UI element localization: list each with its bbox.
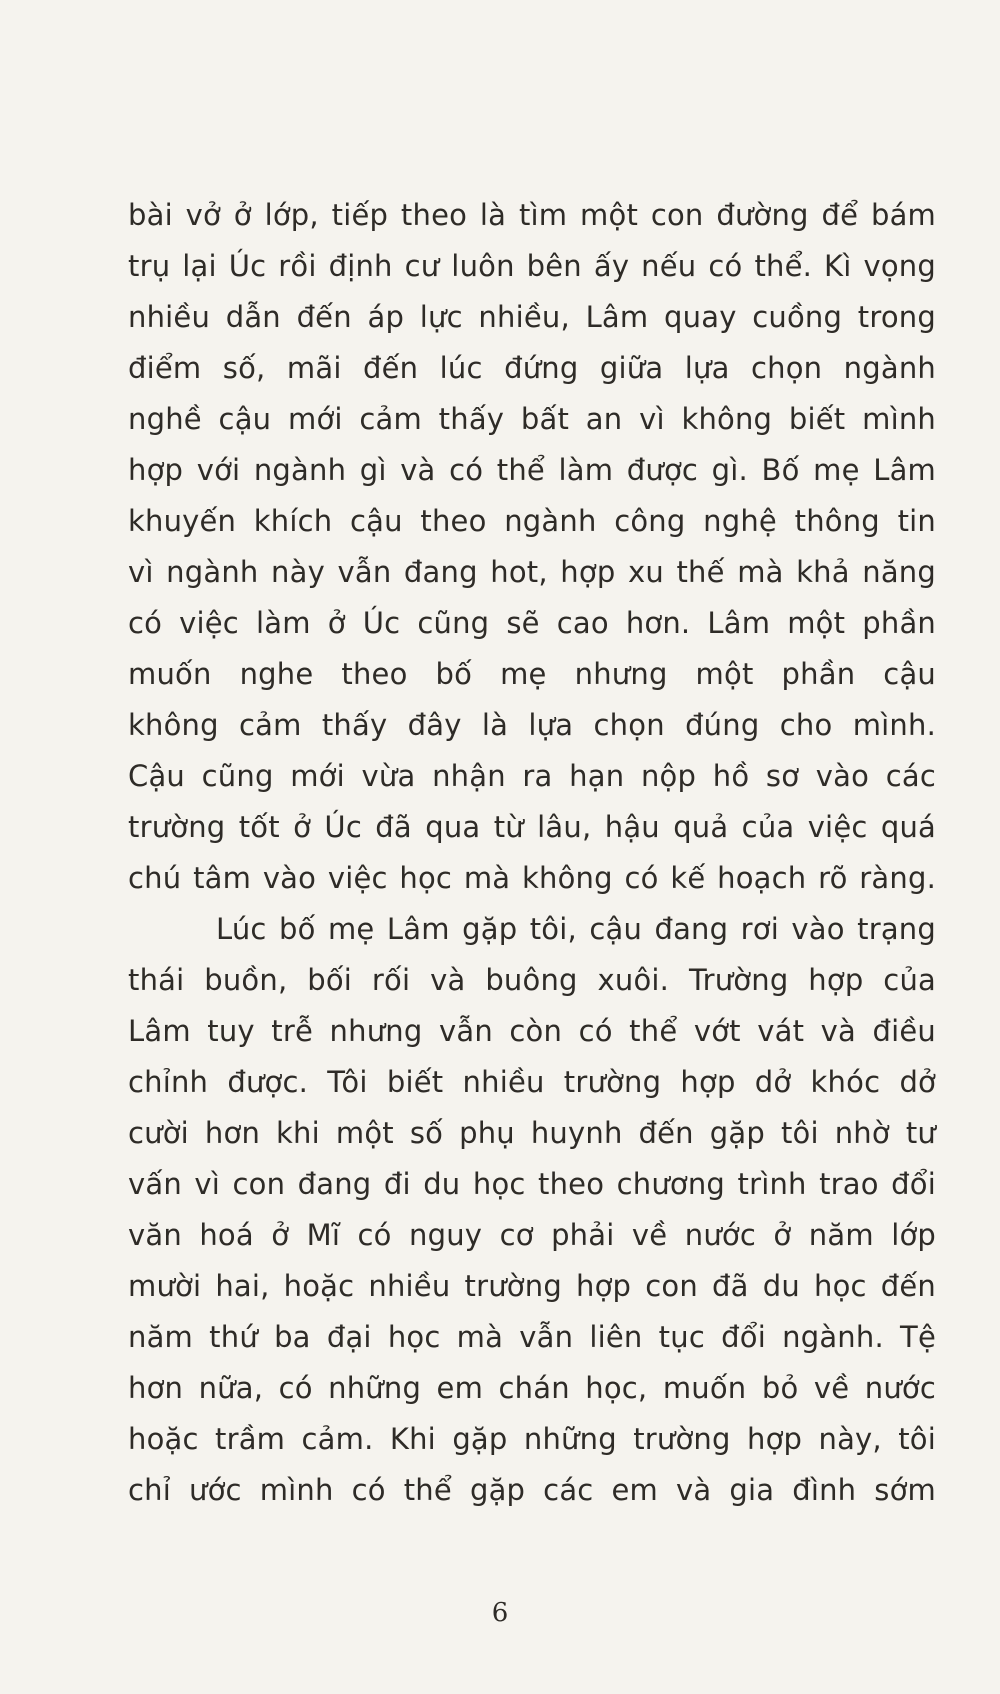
- text-line: văn hoá ở Mĩ có nguy cơ phải về nước ở năm lớp: [128, 1218, 936, 1252]
- text-line: bài vở ở lớp, tiếp theo là tìm một con đường để bám: [128, 198, 936, 232]
- text-line: không cảm thấy đây là lựa chọn đúng cho mình.: [128, 708, 936, 742]
- text-line: điểm số, mãi đến lúc đứng giữa lựa chọn ngành: [128, 351, 936, 385]
- text-line: muốn nghe theo bố mẹ nhưng một phần cậu: [128, 657, 936, 691]
- text-line: trường tốt ở Úc đã qua từ lâu, hậu quả của việc quá: [128, 810, 936, 844]
- text-line: trụ lại Úc rồi định cư luôn bên ấy nếu có thể. Kì vọng: [128, 249, 936, 283]
- text-line: nhiều dẫn đến áp lực nhiều, Lâm quay cuồng trong: [128, 300, 936, 334]
- text-line: hợp với ngành gì và có thể làm được gì. Bố mẹ Lâm: [128, 453, 936, 487]
- text-line: hoặc trầm cảm. Khi gặp những trường hợp này, tôi: [128, 1422, 936, 1456]
- text-line: mười hai, hoặc nhiều trường hợp con đã du học đến: [128, 1269, 936, 1303]
- text-line: Cậu cũng mới vừa nhận ra hạn nộp hồ sơ vào các: [128, 759, 936, 793]
- text-line: vấn vì con đang đi du học theo chương trình trao đổi: [128, 1167, 936, 1201]
- text-line: cười hơn khi một số phụ huynh đến gặp tôi nhờ tư: [128, 1116, 936, 1150]
- text-line: có việc làm ở Úc cũng sẽ cao hơn. Lâm một phần: [128, 606, 936, 640]
- text-line: chỉnh được. Tôi biết nhiều trường hợp dở khóc dở: [128, 1065, 936, 1099]
- text-line: Lâm tuy trễ nhưng vẫn còn có thể vớt vát và điều: [128, 1014, 936, 1048]
- text-line: năm thứ ba đại học mà vẫn liên tục đổi ngành. Tệ: [128, 1320, 936, 1354]
- paragraph-first-line: Lúc bố mẹ Lâm gặp tôi, cậu đang rơi vào trạng: [216, 912, 936, 946]
- text-line: thái buồn, bối rối và buông xuôi. Trường hợp của: [128, 963, 936, 997]
- text-line: chú tâm vào việc học mà không có kế hoạch rõ ràng.: [128, 861, 936, 895]
- text-line: chỉ ước mình có thể gặp các em và gia đình sớm: [128, 1473, 936, 1507]
- text-line: hơn nữa, có những em chán học, muốn bỏ về nước: [128, 1371, 936, 1405]
- page-number: 6: [491, 1598, 509, 1628]
- body-text: [128, 190, 936, 1516]
- text-line: vì ngành này vẫn đang hot, hợp xu thế mà khả năng: [128, 555, 936, 589]
- text-line: nghề cậu mới cảm thấy bất an vì không biết mình: [128, 402, 936, 436]
- text-line: khuyến khích cậu theo ngành công nghệ thông tin: [128, 504, 936, 538]
